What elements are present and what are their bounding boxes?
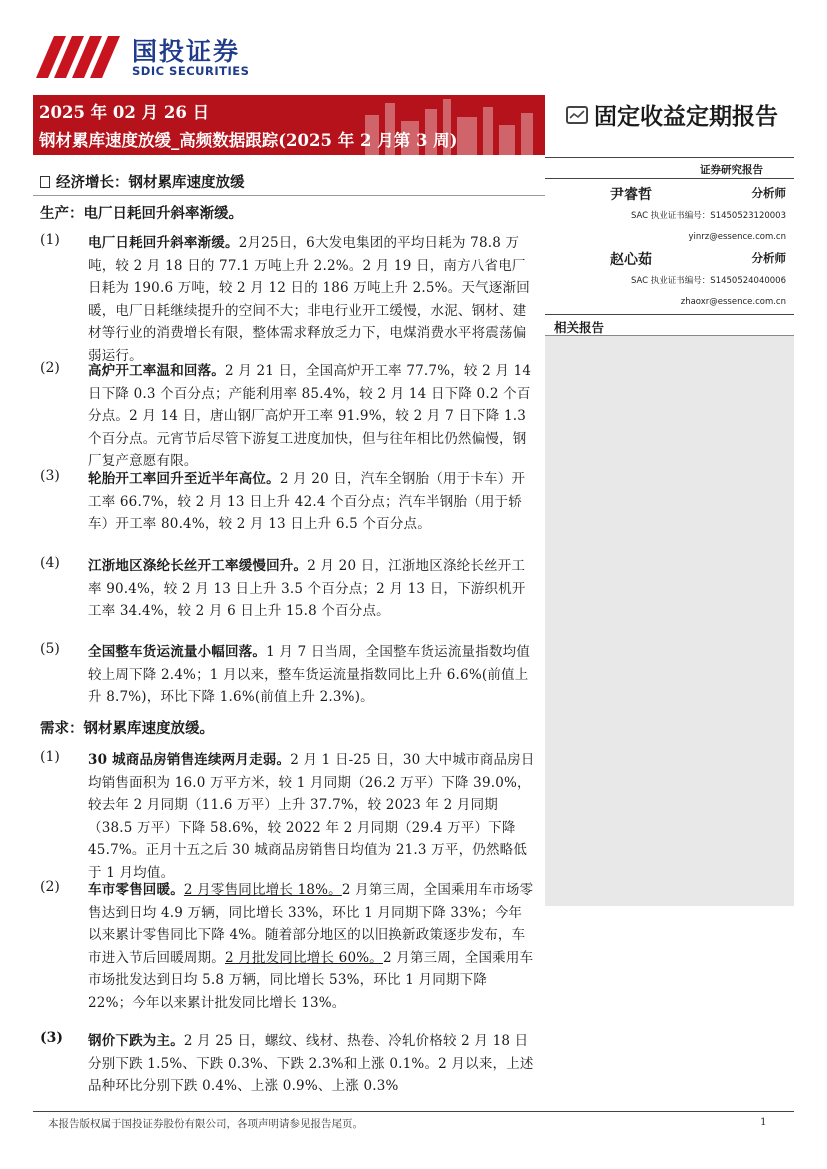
related-reports-title: 相关报告	[554, 320, 605, 335]
document-icon	[40, 176, 50, 188]
footer-divider	[33, 1111, 794, 1112]
section-heading: 经济增长：钢材累库速度放缓	[40, 171, 245, 192]
divider	[545, 157, 794, 158]
logo-subtext: SDIC SECURITIES	[132, 64, 250, 78]
logo-text: 国投证券	[132, 37, 241, 66]
analyst-name: 尹睿哲	[610, 187, 652, 203]
analyst-email[interactable]: yinrz@essence.com.cn	[688, 232, 786, 242]
related-reports-panel	[545, 314, 794, 906]
analyst-email[interactable]: zhaoxr@essence.com.cn	[680, 297, 786, 307]
report-type	[566, 98, 778, 131]
demand-heading: 需求：钢材累库速度放缓。	[40, 720, 214, 737]
supply-heading: 生产：电厂日耗回升斜率渐缓。	[40, 205, 243, 222]
footer-disclaimer: 本报告版权属于国投证券股份有限公司，各项声明请参见报告尾页。	[48, 1118, 363, 1130]
analyst-sac: SAC 执业证书编号：S1450524040006	[630, 276, 786, 286]
analyst-name: 赵心茹	[610, 252, 652, 268]
report-title: 钢材累库速度放缓_高频数据跟踪(2025 年 2 月第 3 周)	[39, 131, 458, 150]
divider	[33, 195, 545, 196]
analyst-role: 分析师	[751, 251, 786, 265]
research-tag: 证券研究报告	[700, 164, 763, 176]
analyst-role: 分析师	[751, 186, 786, 200]
logo-mark-icon	[36, 34, 122, 80]
divider	[545, 178, 794, 179]
title-banner	[33, 95, 545, 155]
page-number: 1	[760, 1116, 767, 1128]
logo	[36, 30, 266, 84]
related-reports-header	[545, 314, 794, 336]
report-type-label: 固定收益定期报告	[594, 103, 778, 130]
report-date: 2025 年 02 月 26 日	[39, 103, 210, 122]
analyst-sac: SAC 执业证书编号：S1450523120003	[630, 211, 786, 221]
chart-icon	[566, 106, 588, 124]
